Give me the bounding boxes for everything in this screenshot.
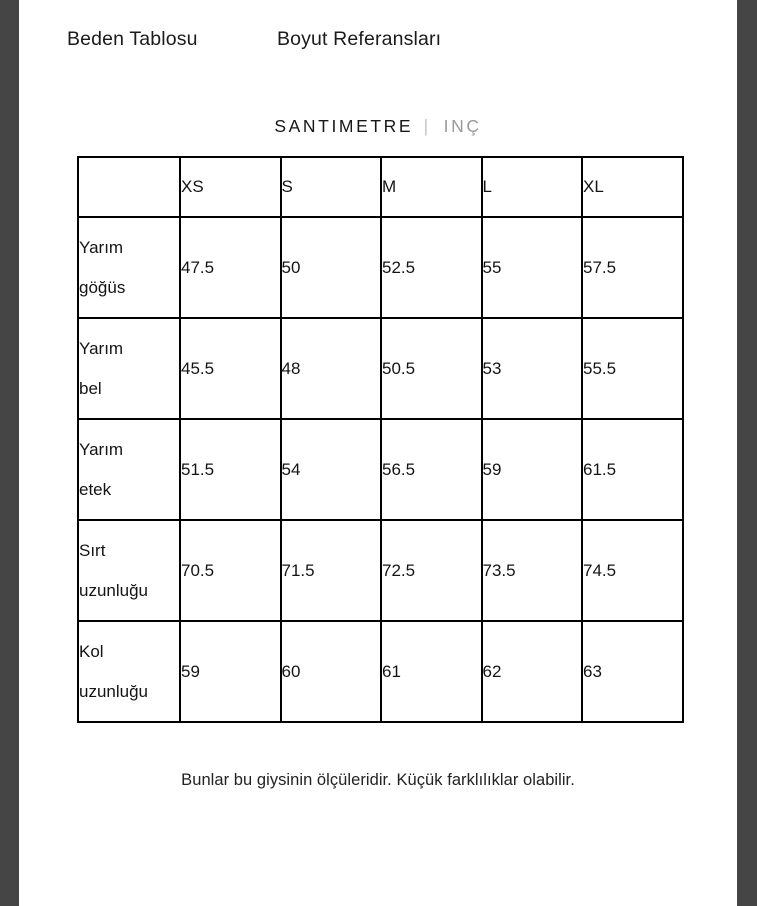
row-label-line-1: Kol bbox=[79, 641, 104, 661]
cell-half-waist-m: 50.5 bbox=[381, 318, 482, 419]
unit-option-inch[interactable]: INÇ bbox=[443, 115, 482, 136]
cell-half-chest-s: 50 bbox=[281, 217, 382, 318]
row-label-line-1: Yarım bbox=[79, 439, 124, 459]
cell-sleeve-length-s: 60 bbox=[281, 621, 382, 722]
row-label-back-length bbox=[78, 520, 180, 621]
header-size-m: M bbox=[381, 157, 482, 217]
size-table-container bbox=[77, 156, 681, 723]
row-label-line-1: Yarım bbox=[79, 338, 124, 358]
cell-sleeve-length-xl: 63 bbox=[582, 621, 683, 722]
table-row bbox=[78, 318, 683, 419]
row-label-sleeve-length bbox=[78, 621, 180, 722]
cell-half-chest-m: 52.5 bbox=[381, 217, 482, 318]
header-size-l: L bbox=[482, 157, 583, 217]
row-label-line-1: Sırt bbox=[79, 540, 106, 560]
row-label-half-waist bbox=[78, 318, 180, 419]
tab-bar bbox=[19, 0, 737, 76]
row-label-line-2: uzunluğu bbox=[79, 681, 149, 701]
size-table bbox=[77, 156, 684, 723]
table-row bbox=[78, 419, 683, 520]
row-label-half-chest bbox=[78, 217, 180, 318]
row-label-line-1: Yarım bbox=[79, 237, 124, 257]
cell-half-waist-l: 53 bbox=[482, 318, 583, 419]
row-label-line-2: göğüs bbox=[79, 277, 126, 297]
cell-half-chest-xs: 47.5 bbox=[180, 217, 281, 318]
cell-back-length-xs: 70.5 bbox=[180, 520, 281, 621]
row-label-line-2: uzunluğu bbox=[79, 580, 149, 600]
header-size-xl: XL bbox=[582, 157, 683, 217]
unit-option-centimeter[interactable]: SANTIMETRE bbox=[274, 115, 414, 136]
cell-back-length-l: 73.5 bbox=[482, 520, 583, 621]
row-label-line-2: etek bbox=[79, 479, 112, 499]
cell-half-hem-xs: 51.5 bbox=[180, 419, 281, 520]
header-corner-cell bbox=[78, 157, 180, 217]
header-size-xs: XS bbox=[180, 157, 281, 217]
cell-half-waist-s: 48 bbox=[281, 318, 382, 419]
row-label-half-hem bbox=[78, 419, 180, 520]
table-row bbox=[78, 520, 683, 621]
tab-size-reference[interactable]: Boyut Referansları bbox=[277, 28, 442, 50]
cell-sleeve-length-xs: 59 bbox=[180, 621, 281, 722]
cell-half-chest-l: 55 bbox=[482, 217, 583, 318]
cell-sleeve-length-m: 61 bbox=[381, 621, 482, 722]
cell-half-hem-m: 56.5 bbox=[381, 419, 482, 520]
table-row bbox=[78, 621, 683, 722]
cell-back-length-xl: 74.5 bbox=[582, 520, 683, 621]
cell-half-hem-xl: 61.5 bbox=[582, 419, 683, 520]
unit-toggle bbox=[19, 112, 737, 140]
cell-half-hem-l: 59 bbox=[482, 419, 583, 520]
header-size-s: S bbox=[281, 157, 382, 217]
tab-size-chart[interactable]: Beden Tablosu bbox=[67, 28, 198, 50]
size-table-body bbox=[78, 217, 683, 722]
row-label-line-2: bel bbox=[79, 378, 102, 398]
table-header-row bbox=[78, 157, 683, 217]
cell-half-hem-s: 54 bbox=[281, 419, 382, 520]
cell-half-waist-xs: 45.5 bbox=[180, 318, 281, 419]
cell-sleeve-length-l: 62 bbox=[482, 621, 583, 722]
measurement-disclaimer: Bunlar bu giysinin ölçüleridir. Küçük farklılıklar olabilir. bbox=[181, 771, 575, 789]
cell-half-waist-xl: 55.5 bbox=[582, 318, 683, 419]
cell-back-length-m: 72.5 bbox=[381, 520, 482, 621]
cell-half-chest-xl: 57.5 bbox=[582, 217, 683, 318]
size-guide-panel bbox=[19, 0, 737, 906]
cell-back-length-s: 71.5 bbox=[281, 520, 382, 621]
table-row bbox=[78, 217, 683, 318]
size-table-header bbox=[78, 157, 683, 217]
unit-separator: | bbox=[423, 116, 429, 136]
